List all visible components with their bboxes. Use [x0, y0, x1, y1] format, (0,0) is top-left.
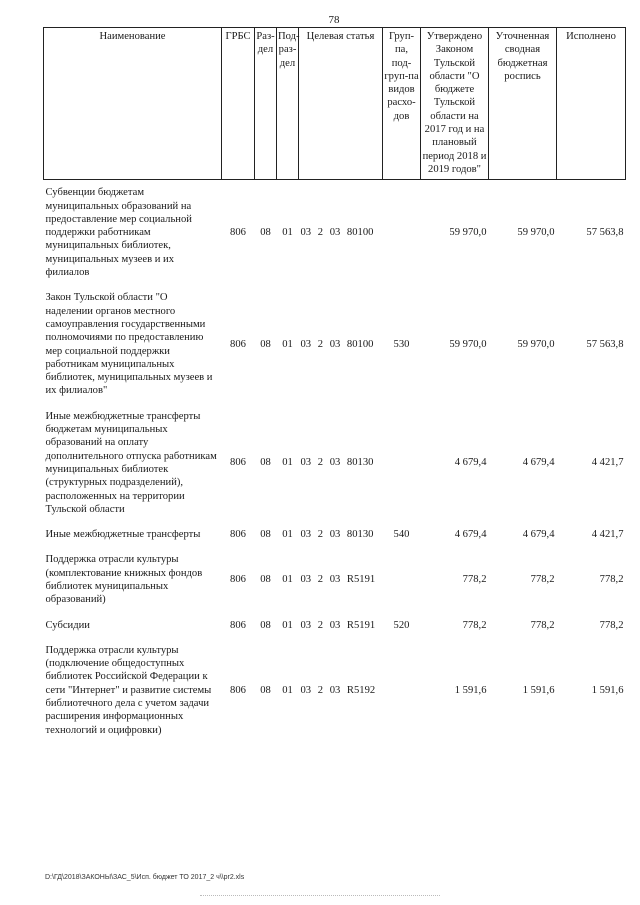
row-approved: 59 970,0	[449, 227, 487, 239]
row-executed: 1 591,6	[591, 684, 624, 696]
table-row	[44, 180, 626, 286]
row-target: 03 2 03 80100	[300, 338, 374, 350]
row-approved: 4 679,4	[454, 457, 487, 469]
row-executed: 57 563,8	[586, 338, 624, 350]
row-name: Субвенции бюджетам муниципальных образований на предоставление мер социальной поддержки работникам муниципальных библиотек, муниципальных музеев и их филиалов	[45, 187, 192, 279]
header-grbs: ГРБС	[222, 28, 255, 180]
row-podrazdel: 01	[282, 574, 293, 586]
header-razdel: Раз-дел	[255, 28, 277, 180]
header-refined: Уточненная сводная бюджетная роспись	[489, 28, 557, 180]
row-group	[383, 180, 421, 286]
row-podrazdel: 01	[282, 227, 293, 239]
header-executed: Исполнено	[557, 28, 626, 180]
row-group: 530	[393, 338, 410, 350]
table-row	[44, 638, 626, 743]
row-executed: 778,2	[599, 619, 624, 631]
row-name: Субсидии	[45, 619, 90, 631]
row-razdel: 08	[260, 457, 271, 469]
row-name: Поддержка отрасли культуры (комплектование книжных фондов библиотек муниципальных образований)	[45, 554, 203, 606]
row-group	[383, 404, 421, 522]
row-approved: 4 679,4	[454, 529, 487, 541]
row-target: 03 2 03 80130	[300, 457, 374, 469]
row-razdel: 08	[260, 227, 271, 239]
row-group: 520	[393, 619, 410, 631]
file-path-footer: D:\ГД\2018\ЗАКОНЫ\ЗАС_5\Исп. бюджет ТО 2017_2 ч\\pr2.xls	[45, 874, 245, 881]
header-name: Наименование	[44, 28, 222, 180]
row-approved: 59 970,0	[449, 338, 487, 350]
row-name: Поддержка отрасли культуры (подключение общедоступных библиотек Российской Федерации к сети "Интернет" и развитие системы библиотечного дела с учетом задачи расширения информационных технологий и оцифровки)	[45, 644, 212, 736]
row-refined: 4 679,4	[522, 529, 555, 541]
row-target: 03 2 03 80100	[300, 227, 374, 239]
row-target: 03 2 03 R5191	[300, 619, 376, 631]
row-podrazdel: 01	[282, 457, 293, 469]
row-refined: 59 970,0	[517, 227, 555, 239]
row-grbs: 806	[230, 457, 246, 469]
row-group	[383, 638, 421, 743]
row-executed: 57 563,8	[586, 227, 624, 239]
scan-artifact-divider	[200, 895, 440, 896]
table-row	[44, 522, 626, 547]
row-refined: 778,2	[530, 619, 555, 631]
row-razdel: 08	[260, 619, 271, 631]
row-grbs: 806	[230, 574, 246, 586]
budget-table	[43, 27, 626, 743]
row-grbs: 806	[230, 529, 246, 541]
row-refined: 1 591,6	[522, 684, 555, 696]
row-group: 540	[393, 529, 410, 541]
row-group	[383, 547, 421, 612]
row-grbs: 806	[230, 619, 246, 631]
row-podrazdel: 01	[282, 338, 293, 350]
row-target: 03 2 03 R5191	[300, 574, 376, 586]
header-approved: Утверждено Законом Тульской области "О бюджете Тульской области на 2017 год и на плановый период 2018 и 2019 годов"	[421, 28, 489, 180]
header-group: Груп-па, под-груп-па видов расхо-дов	[383, 28, 421, 180]
table-row	[44, 285, 626, 403]
row-refined: 59 970,0	[517, 338, 555, 350]
row-grbs: 806	[230, 338, 246, 350]
table-row	[44, 404, 626, 522]
row-razdel: 08	[260, 338, 271, 350]
row-approved: 778,2	[462, 619, 487, 631]
page-number: 78	[328, 14, 340, 26]
row-executed: 778,2	[599, 574, 624, 586]
header-podrazdel: Под-раз-дел	[277, 28, 299, 180]
row-target: 03 2 03 R5192	[300, 684, 376, 696]
row-name: Иные межбюджетные трансферты	[45, 529, 201, 541]
row-grbs: 806	[230, 684, 246, 696]
row-podrazdel: 01	[282, 529, 293, 541]
row-podrazdel: 01	[282, 684, 293, 696]
row-refined: 4 679,4	[522, 457, 555, 469]
row-name: Иные межбюджетные трансферты бюджетам муниципальных образований на оплату дополнительного отпуска работникам муниципальных библиотек (структурных подразделений), расположенных на территории Тульской области	[45, 410, 217, 515]
table-header-row	[44, 28, 626, 180]
row-grbs: 806	[230, 227, 246, 239]
table-row	[44, 613, 626, 638]
row-razdel: 08	[260, 684, 271, 696]
row-podrazdel: 01	[282, 619, 293, 631]
row-approved: 778,2	[462, 574, 487, 586]
row-executed: 4 421,7	[591, 457, 624, 469]
header-target: Целевая статья	[299, 28, 383, 180]
row-approved: 1 591,6	[454, 684, 487, 696]
table-row	[44, 547, 626, 612]
row-target: 03 2 03 80130	[300, 529, 374, 541]
row-razdel: 08	[260, 529, 271, 541]
row-razdel: 08	[260, 574, 271, 586]
row-executed: 4 421,7	[591, 529, 624, 541]
row-name: Закон Тульской области "О наделении органов местного самоуправления государственными полномочиями по предоставлению мер социальной поддержки работникам муниципальных библиотек, муниципальных музеев и их филиалов"	[45, 292, 213, 397]
row-refined: 778,2	[530, 574, 555, 586]
